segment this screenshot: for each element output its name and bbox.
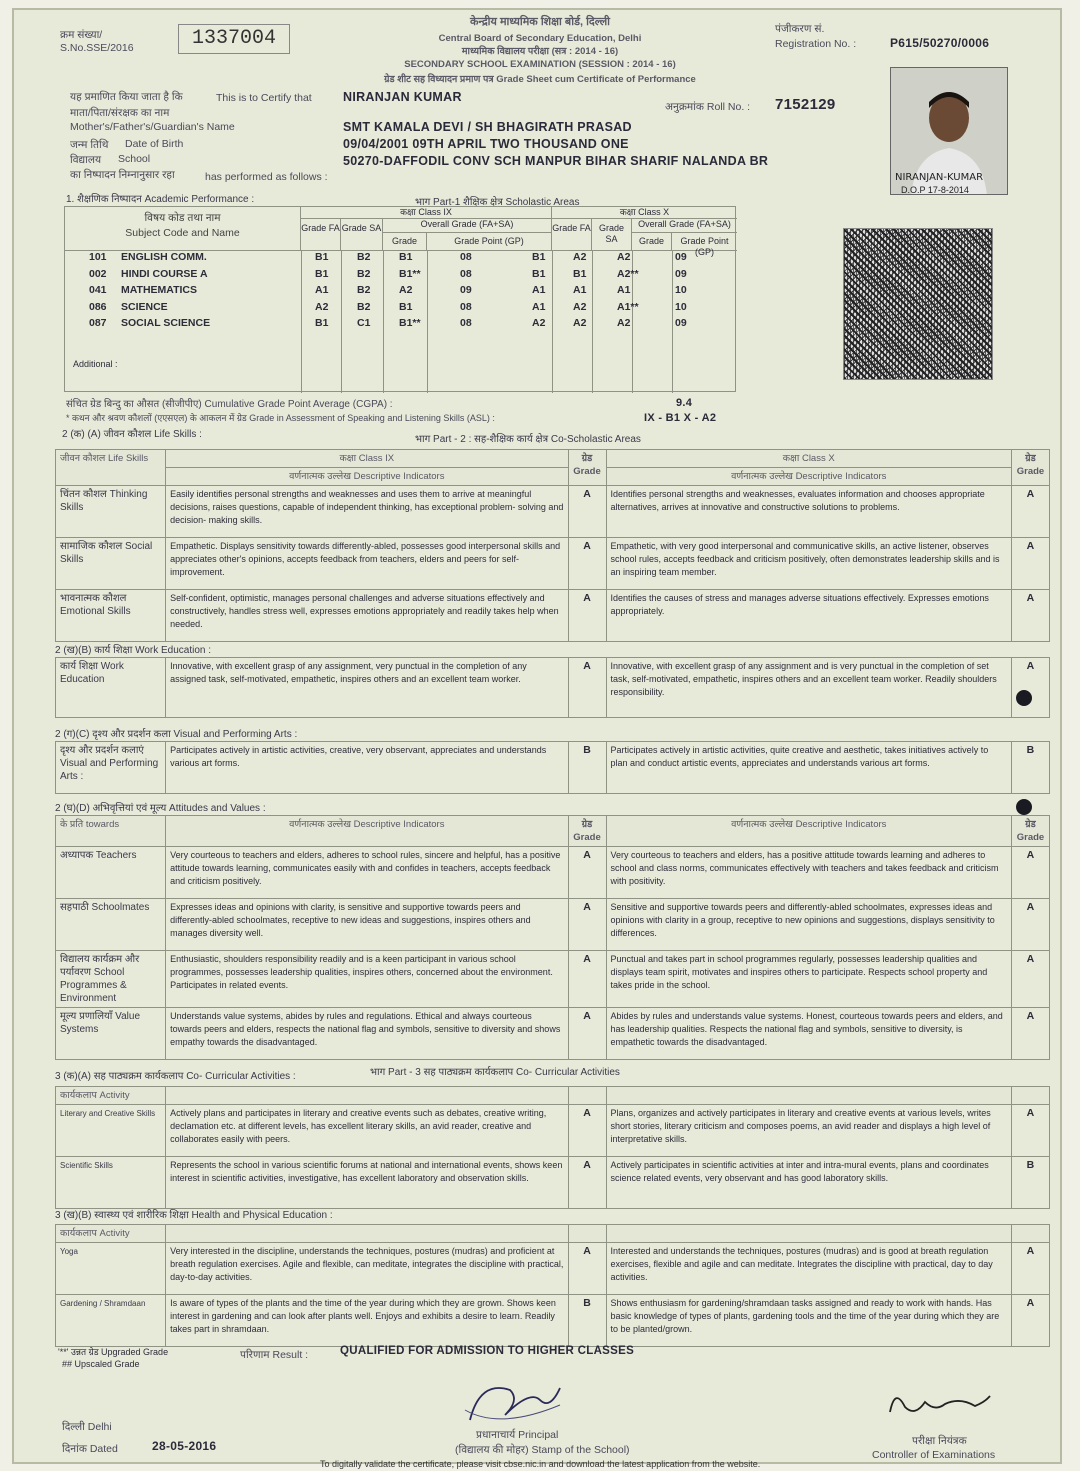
- parent-label-hi: माता/पिता/संरक्षक का नाम: [70, 107, 170, 119]
- upgraded-grade-note: '**' उन्नत ग्रेड Upgraded Grade: [58, 1347, 169, 1357]
- desc9-header: वर्णनात्मक उल्लेख Descriptive Indicators: [166, 468, 568, 486]
- cocurricular-label: 3 (क)(A) सह पाठ्यक्रम कार्यकलाप Co- Curricular Activities :: [55, 1071, 296, 1082]
- work-education-grade9: A: [568, 658, 606, 718]
- exam-name-hi: माध्यमिक विद्यालय परीक्षा (सत्र : 2014 - 16): [461, 46, 619, 57]
- grade-overall9: B1**: [399, 267, 421, 280]
- activity-desc9: Actively plans and participates in literary and creative events such as debates, creative writing, declamation etc. at different levels, has excellent literary skills, an avid reader, creative and collaborates easily with peers.: [166, 1105, 568, 1157]
- photo-caption-date: D.O.P 17-8-2014: [901, 185, 969, 195]
- punch-hole-icon: [1016, 690, 1032, 706]
- subject-code: 041: [89, 284, 107, 296]
- sno-label-hi: क्रम संख्या/: [60, 29, 103, 41]
- attitudes-area-header: के प्रति towards: [56, 816, 166, 847]
- attitude-desc9: Expresses ideas and opinions with clarity, is sensitive and supportive towards peers and differently-abled schoolmates, receptive to new ideas and suggestions, inspires others and manages diversity well.: [166, 899, 568, 951]
- grade-fa10: A1: [532, 284, 546, 296]
- date-value: 28-05-2016: [152, 1439, 217, 1453]
- controller-label-en: Controller of Examinations: [872, 1449, 996, 1461]
- attitude-area: मूल्य प्रणालियाँ Value Systems: [56, 1008, 166, 1060]
- life-skill-grade9: A: [568, 590, 606, 642]
- grade-fa9: B1: [315, 267, 329, 280]
- board-name-hi: केन्द्रीय माध्यमिक शिक्षा बोर्ड, दिल्ली: [469, 16, 611, 28]
- performed-en: has performed as follows :: [205, 171, 328, 183]
- health-desc10: Shows enthusiasm for gardening/shramdaan tasks assigned and ready to work with hands. Has basic knowledge of types of plants, gardening tools and the time of the year during which they are to be planted/grown.: [606, 1295, 1011, 1347]
- health-label: 3 (ख)(B) स्वास्थ्य एवं शारीरिक शिक्षा Health and Physical Education :: [55, 1210, 333, 1221]
- grade-sa10: B1: [573, 267, 587, 280]
- life-skill-grade10: A: [1011, 590, 1049, 642]
- activity-grade10: A: [1011, 1105, 1049, 1157]
- visual-arts-grade10: B: [1011, 742, 1049, 794]
- certificate-title: ग्रेड शीट सह विध्यादन प्रमाण पत्र Grade Sheet cum Certificate of Performance: [384, 74, 696, 85]
- reg-label-hi: पंजीकरण सं.: [775, 23, 825, 35]
- grade-sa9: B2: [357, 284, 371, 296]
- date-label: दिनांक Dated: [62, 1443, 118, 1455]
- academic-section-label: 1. शैक्षणिक निष्पादन Academic Performance :: [66, 194, 255, 205]
- life-skill-area: सामाजिक कौशल Social Skills: [56, 538, 166, 590]
- activity-desc10: Plans, organizes and actively participates in literary and creative events at various levels, writes short stories, literary criticism and composes poems, an avid reader and displays a high level of interpretative skills.: [606, 1105, 1011, 1157]
- grade-fa9: A1: [315, 284, 329, 296]
- attitude-area: सहपाठी Schoolmates: [56, 899, 166, 951]
- grade-fa9: B1: [315, 317, 329, 329]
- activity-header: कार्यकलाप Activity: [56, 1087, 166, 1105]
- subject-name: ENGLISH COMM.: [121, 251, 207, 263]
- activity-desc9: Represents the school in various scientific forums at national and international events, shows keen interest in scientific activities, investigative, has excellent laboratory and observation skills.: [166, 1157, 568, 1209]
- result-label: परिणाम Result :: [240, 1349, 309, 1361]
- grade10-header: ग्रेड Grade: [1011, 450, 1049, 486]
- student-name: NIRANJAN KUMAR: [343, 90, 462, 104]
- validate-note: To digitally validate the certificate, please visit cbse.nic.in and download the latest application from the website.: [320, 1459, 761, 1469]
- grade-overall9: A2: [399, 284, 413, 296]
- dob-label-en: Date of Birth: [125, 138, 184, 150]
- attitudes-desc10-header: वर्णनात्मक उल्लेख Descriptive Indicators: [606, 816, 1011, 847]
- life-skill-area: भावनात्मक कौशल Emotional Skills: [56, 590, 166, 642]
- health-area: Gardening / Shramdaan: [56, 1295, 166, 1347]
- grade-overall10: A1**: [617, 300, 639, 313]
- grade-sa9-header: Grade SA: [341, 219, 383, 251]
- grade10-header: Grade: [632, 233, 672, 251]
- asl-label: * कथन और श्रवण कौशलों (एएसएल) के आकलन में ग्रेड Grade in Assessment of Speaking and Listening Skills (ASL) :: [66, 413, 495, 423]
- grade-point10: 09: [675, 317, 687, 329]
- attitude-grade10: A: [1011, 951, 1049, 1008]
- cgpa-label: संचित ग्रेड बिन्दु का औसत (सीजीपीए) Cumulative Grade Point Average (CGPA) :: [66, 399, 393, 410]
- grade-point9: 08: [460, 267, 472, 280]
- grade-point9: 08: [460, 317, 472, 329]
- grade-fa10-header: Grade FA: [552, 219, 592, 251]
- grade-sa10: A2: [573, 317, 587, 329]
- attitudes-desc9-header: वर्णनात्मक उल्लेख Descriptive Indicators: [166, 816, 568, 847]
- health-desc10: Interested and understands the techniques, postures (mudras) and is good at breath regulation exercises, flexible and agile and can meditate. Integrates the discipline with practical, day to day activities.: [606, 1243, 1011, 1295]
- visual-arts-label: 2 (ग)(C) दृश्य और प्रदर्शन कला Visual and Performing Arts :: [55, 729, 298, 740]
- activity-area: Literary and Creative Skills: [56, 1105, 166, 1157]
- work-education-table: [55, 657, 1050, 718]
- grade-overall10: A2: [617, 251, 631, 263]
- activity-grade10: B: [1011, 1157, 1049, 1209]
- controller-label-hi: परीक्षा नियंत्रक: [912, 1435, 967, 1447]
- attitude-area: अध्यापक Teachers: [56, 847, 166, 899]
- upscaled-grade-note: ## Upscaled Grade: [62, 1359, 140, 1369]
- health-grade10: A: [1011, 1243, 1049, 1295]
- grade-overall10: A1: [617, 284, 631, 296]
- school-value: 50270-DAFFODIL CONV SCH MANPUR BIHAR SHARIF NALANDA BR: [343, 154, 769, 168]
- grade-fa10: A2: [532, 317, 546, 329]
- academic-table: [64, 206, 736, 392]
- life-skill-grade10: A: [1011, 486, 1049, 538]
- academic-part-label: भाग Part-1 शैक्षिक क्षेत्र Scholastic Areas: [415, 197, 580, 208]
- grade-sa10: A2: [573, 300, 587, 313]
- attitude-grade9: A: [568, 951, 606, 1008]
- gp10-header: Grade Point (GP): [672, 233, 737, 251]
- grade-fa9-header: Grade FA: [301, 219, 341, 251]
- performed-hi: का निष्पादन निम्नानुसार रहा: [70, 169, 175, 181]
- asl-value: IX - B1 X - A2: [644, 412, 717, 424]
- parent-value: SMT KAMALA DEVI / SH BHAGIRATH PRASAD: [343, 120, 632, 134]
- grade-fa9: A2: [315, 300, 329, 313]
- class10-label: कक्षा Class X: [606, 450, 1011, 468]
- attitude-desc10: Punctual and takes part in school programmes regularly, possesses leadership qualities and displays team spirit, motivates and inspires others to participate. Respects school property and takes pride in the school.: [606, 951, 1011, 1008]
- overall10-header: Overall Grade (FA+SA): [632, 219, 737, 233]
- grade-overall9: B1: [399, 251, 413, 263]
- certify-label-en: This is to Certify that: [216, 92, 312, 104]
- gp9-header: Grade Point (GP): [427, 233, 552, 251]
- attitude-grade10: A: [1011, 899, 1049, 951]
- life-skill-grade9: A: [568, 486, 606, 538]
- attitude-desc10: Sensitive and supportive towards peers and differently-abled schoolmates, expresses ideas and opinions with clarity in a group, receptive to new opinions and suggestions, displays sensitivity to differences.: [606, 899, 1011, 951]
- activity-desc10: Actively participates in scientific activities at inter and intra-mural events, plans and coordinates science related events, very observant and has good laboratory skills.: [606, 1157, 1011, 1209]
- dob-label-hi: जन्म तिथि: [70, 139, 109, 151]
- grade-point10: 09: [675, 251, 687, 263]
- grade-overall9: B1: [399, 300, 413, 313]
- photo-caption-name: NIRANJAN-KUMAR: [895, 172, 984, 183]
- grade-sa9: B2: [357, 251, 371, 263]
- grade9-header: Grade: [383, 233, 427, 251]
- overall9-header: Overall Grade (FA+SA): [383, 219, 552, 233]
- attitude-desc9: Very courteous to teachers and elders, adheres to school rules, sincere and helpful, has a positive attitude towards learning, communicates easily with and confides in teachers, accepts feedback and criticism positively.: [166, 847, 568, 899]
- grade-sa10-header: Grade SA: [592, 219, 632, 251]
- stamp-label: (विद्यालय की मोहर) Stamp of the School): [455, 1444, 630, 1456]
- life-skill-desc10: Identifies the causes of stress and manages adverse situations effectively. Expresses emotions appropriately.: [606, 590, 1011, 642]
- visual-arts-area: दृश्य और प्रदर्शन कलाएं Visual and Performing Arts :: [56, 742, 166, 794]
- grade-point9: 09: [460, 284, 472, 296]
- grade-point9: 08: [460, 300, 472, 313]
- life-skill-desc10: Identifies personal strengths and weaknesses, evaluates information and chooses appropriate alternatives, arrives at innovative and constructive solutions to problems.: [606, 486, 1011, 538]
- health-table: [55, 1224, 1050, 1347]
- subject-header-hi: विषय कोड तथा नाम: [144, 212, 221, 224]
- attitude-desc10: Very courteous to teachers and elders, has a positive attitude towards learning and adheres to school and class norms, communicates effectively with teachers and takes feedback and criticism with positivity.: [606, 847, 1011, 899]
- grade9-header: ग्रेड Grade: [568, 450, 606, 486]
- health-grade10: A: [1011, 1295, 1049, 1347]
- subject-header-en: Subject Code and Name: [125, 227, 240, 239]
- school-label-en: School: [118, 153, 151, 165]
- subject-code: 087: [89, 317, 107, 329]
- visual-arts-table: [55, 741, 1050, 794]
- attitudes-grade10-header: ग्रेड Grade: [1011, 816, 1049, 847]
- work-education-label: 2 (ख)(B) कार्य शिक्षा Work Education :: [55, 645, 212, 656]
- life-skill-area: चिंतन कौशल Thinking Skills: [56, 486, 166, 538]
- life-skill-desc9: Empathetic. Displays sensitivity towards differently-abled, possesses good interpersonal skills and appreciates other's opinions, accepts feedback from teachers, elders and peers for self-improvement.: [166, 538, 568, 590]
- desc10-header: वर्णनात्मक उल्लेख Descriptive Indicators: [606, 468, 1011, 486]
- life-skill-desc10: Empathetic, with very good interpersonal and communicative skills, an active listener, observes school rules, accepts feedback and criticism positively, often demonstrates leadership skills and is an inspiring team member.: [606, 538, 1011, 590]
- grade-fa10: B1: [532, 251, 546, 263]
- board-name-en: Central Board of Secondary Education, Delhi: [438, 33, 642, 44]
- life-skills-table: [55, 449, 1050, 642]
- dob-value: 09/04/2001 09TH APRIL TWO THOUSAND ONE: [343, 137, 629, 151]
- roll-label: अनुक्रमांक Roll No. :: [665, 101, 751, 113]
- grade-overall9: B1**: [399, 317, 421, 329]
- place-label: दिल्ली Delhi: [62, 1421, 112, 1433]
- subject-name: SCIENCE: [121, 300, 168, 313]
- attitude-grade9: A: [568, 1008, 606, 1060]
- attitudes-label: 2 (घ)(D) अभिवृत्तियां एवं मूल्य Attitudes and Values :: [55, 803, 266, 814]
- health-area: Yoga: [56, 1243, 166, 1295]
- attitude-desc10: Abides by rules and understands value systems. Honest, courteous towards peers and elders, and has leadership qualities. Respects the national flag and symbols, sensitive to diversity, is empathetic towards the disadvantaged.: [606, 1008, 1011, 1060]
- life-skill-desc9: Self-confident, optimistic, manages personal challenges and adverse situations effectively and constructively, handles stress well, expresses emotions appropriately and readily takes help when needed.: [166, 590, 568, 642]
- life-skills-label: 2 (क) (A) जीवन कौशल Life Skills :: [62, 429, 202, 440]
- subject-code: 101: [89, 251, 107, 263]
- grade-sa9: B2: [357, 300, 371, 313]
- life-skill-grade10: A: [1011, 538, 1049, 590]
- subject-name: SOCIAL SCIENCE: [121, 317, 211, 329]
- grade-sa9: C1: [357, 317, 371, 329]
- subject-name: HINDI COURSE A: [121, 267, 208, 280]
- sno-label-en: S.No.SSE/2016: [60, 42, 134, 54]
- life-skill-desc9: Easily identifies personal strengths and weaknesses and uses them to arrive at meaningful decisions, raises questions, capable of independent thinking, has exceptional problem- solving and decision- making skills.: [166, 486, 568, 538]
- grade-point10: 09: [675, 267, 687, 280]
- life-skill-grade9: A: [568, 538, 606, 590]
- health-grade9: A: [568, 1243, 606, 1295]
- class9-label: कक्षा Class IX: [166, 450, 568, 468]
- health-grade9: B: [568, 1295, 606, 1347]
- activity-grade9: A: [568, 1157, 606, 1209]
- attitude-desc9: Understands value systems, abides by rules and regulations. Ethical and always courteous towards peers and elders, respects the national flag and symbols, sensitive to diversity and shows empathy towards the disadvantaged.: [166, 1008, 568, 1060]
- certify-label-hi: यह प्रमाणित किया जाता है कि: [70, 91, 183, 103]
- work-education-desc9: Innovative, with excellent grasp of any assignment, very punctual in the completion of any assigned task, self-motivated, empathetic, inspires others and an excellent team worker.: [166, 658, 568, 718]
- subject-code: 086: [89, 300, 107, 313]
- work-education-area: कार्य शिक्षा Work Education: [56, 658, 166, 718]
- sno-value: 1337004: [178, 24, 290, 54]
- principal-label: प्रधानाचार्य Principal: [476, 1429, 559, 1441]
- visual-arts-desc10: Participates actively in artistic activities, quite creative and aesthetic, takes initiatives actively to plan and conduct artistic events, appreciates and understands various art forms.: [606, 742, 1011, 794]
- grade-sa10: A2: [573, 251, 587, 263]
- coscholastic-part-label: भाग Part - 2 : सह-शैक्षिक कार्य क्षेत्र Co-Scholastic Areas: [415, 434, 641, 445]
- visual-arts-desc9: Participates actively in artistic activities, creative, very observant, appreciates and understands various art forms.: [166, 742, 568, 794]
- health-desc9: Very interested in the discipline, understands the techniques, postures (mudras) and proficient at breath regulation exercises. Agile and flexible, can meditate, integrates the discipline with practical, day-to-day activities.: [166, 1243, 568, 1295]
- life-skills-area-header: जीवन कौशल Life Skills: [56, 450, 166, 486]
- subject-code: 002: [89, 267, 107, 280]
- grade-point10: 10: [675, 300, 687, 313]
- reg-value: P615/50270/0006: [890, 36, 990, 50]
- result-value: QUALIFIED FOR ADMISSION TO HIGHER CLASSES: [340, 1345, 635, 1357]
- activity-area: Scientific Skills: [56, 1157, 166, 1209]
- attitude-grade9: A: [568, 847, 606, 899]
- grade-fa10: B1: [532, 267, 546, 280]
- grade-point9: 08: [460, 251, 472, 263]
- cocurricular-part-label: भाग Part - 3 सह पाठ्यक्रम कार्यकलाप Co- Curricular Activities: [370, 1067, 620, 1078]
- grade-fa9: B1: [315, 251, 329, 263]
- activity-grade9: A: [568, 1105, 606, 1157]
- attitudes-table: [55, 815, 1050, 1060]
- health-desc9: Is aware of types of the plants and the time of the year during which they are grown. Shows keen interest in gardening and can look after plants well. Enjoys and exhibits a desire to learn. Readily takes part in shramdaan.: [166, 1295, 568, 1347]
- principal-signature-icon: [460, 1370, 580, 1430]
- grade-overall10: A2: [617, 317, 631, 329]
- visual-arts-grade9: B: [568, 742, 606, 794]
- reg-label-en: Registration No. :: [775, 38, 857, 50]
- work-education-desc10: Innovative, with excellent grasp of any assignment and is very punctual in the completion of set task, self-motivated, empathetic, inspires others and an excellent team worker. Readily shoulders responsibility.: [606, 658, 1011, 718]
- cgpa-value: 9.4: [676, 397, 693, 409]
- attitude-grade10: A: [1011, 847, 1049, 899]
- exam-name-en: SECONDARY SCHOOL EXAMINATION (SESSION : 2014 - 16): [404, 59, 676, 70]
- qr-code-icon: [843, 228, 993, 380]
- grade-sa10: A1: [573, 284, 587, 296]
- attitude-grade10: A: [1011, 1008, 1049, 1060]
- attitude-grade9: A: [568, 899, 606, 951]
- school-label-hi: विद्यालय: [70, 154, 102, 166]
- parent-label-en: Mother's/Father's/Guardian's Name: [70, 121, 235, 133]
- grade-point10: 10: [675, 284, 687, 296]
- controller-signature-icon: [885, 1382, 995, 1422]
- grade-overall10: A2**: [617, 267, 639, 280]
- subject-name: MATHEMATICS: [121, 284, 198, 296]
- student-photo: [890, 67, 1008, 195]
- attitude-area: विद्यालय कार्यक्रम और पर्यावरण School Programmes & Environment: [56, 951, 166, 1008]
- attitude-desc9: Enthusiastic, shoulders responsibility readily and is a keen participant in various school programmes, possesses leadership qualities, inspires others, concerned about the environment. Participates in related events.: [166, 951, 568, 1008]
- cocurricular-table: [55, 1086, 1050, 1209]
- health-activity-header: कार्यकलाप Activity: [56, 1225, 166, 1243]
- class10-header: कक्षा Class X: [552, 207, 737, 219]
- punch-hole-icon: [1016, 799, 1032, 815]
- additional-label: Additional :: [73, 359, 118, 369]
- roll-value: 7152129: [775, 96, 836, 113]
- attitudes-grade9-header: ग्रेड Grade: [568, 816, 606, 847]
- grade-fa10: A1: [532, 300, 546, 313]
- work-education-grade10: A: [1011, 658, 1049, 718]
- grade-sa9: B2: [357, 267, 371, 280]
- class9-header: कक्षा Class IX: [301, 207, 552, 219]
